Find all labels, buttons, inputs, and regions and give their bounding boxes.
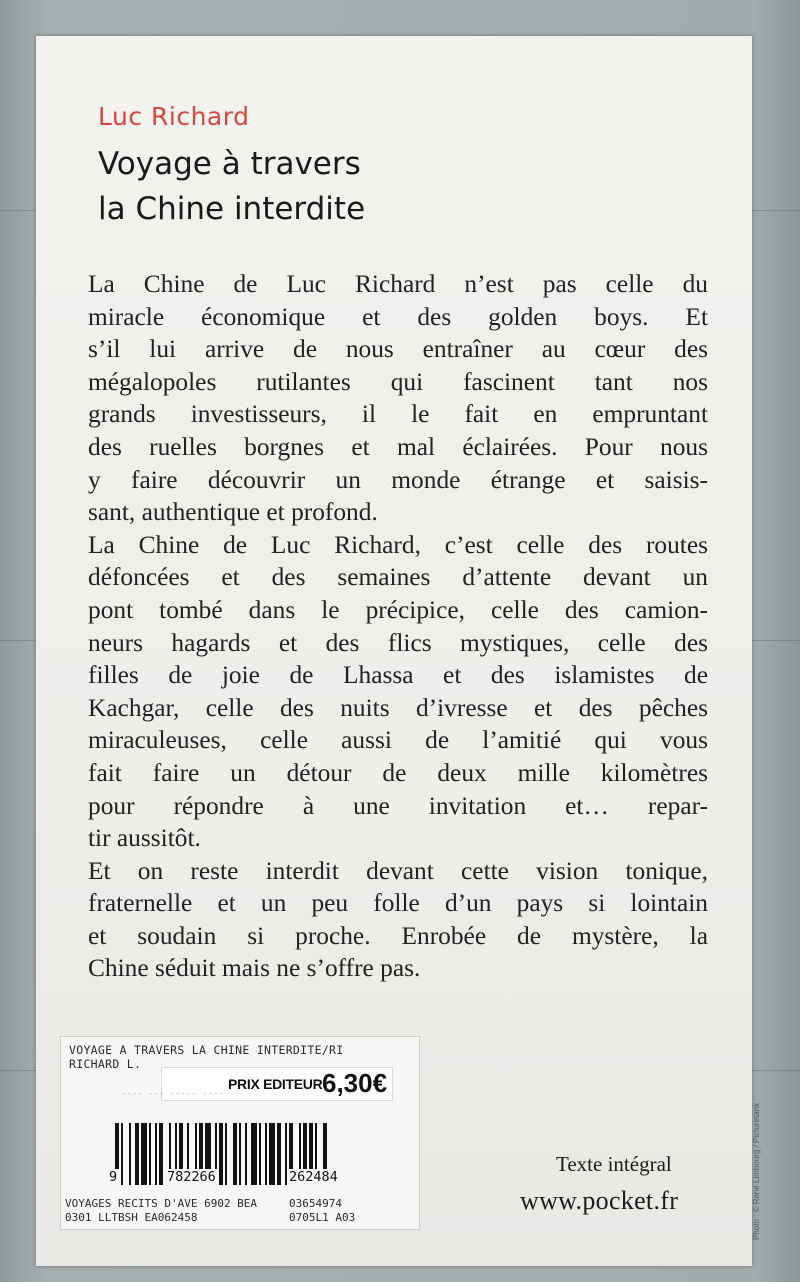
blurb-line: neurs hagards et des flics mystiques, celle des xyxy=(88,628,708,657)
blurb-line: Kachgar, celle des nuits d’ivresse et des pêches xyxy=(88,693,708,722)
blurb-line: mégalopoles rutilantes qui fascinent tant nos xyxy=(88,367,708,396)
sticker-code-right-2: 0705L1 A03 xyxy=(289,1211,356,1224)
texte-integral-label: Texte intégral xyxy=(556,1152,672,1176)
barcode-bar xyxy=(269,1123,275,1185)
sticker-code-line: 0301 LLTBSH EA062458 xyxy=(65,1211,198,1224)
blurb-line: Et on reste interdit devant cette vision tonique, xyxy=(88,856,708,885)
blurb-line: pont tombé dans le précipice, celle des camion- xyxy=(88,595,708,624)
blurb-line: miraculeuses, celle aussi de l’amitié qui vous xyxy=(88,726,708,755)
title-line: la Chine interdite xyxy=(98,191,366,227)
price-label: PRIX EDITEUR xyxy=(228,1076,323,1092)
blurb-line: pour répondre à une invitation et… repar- xyxy=(88,791,708,820)
blurb-line: La Chine de Luc Richard, c’est celle des routes xyxy=(88,530,708,559)
author-name: Luc Richard xyxy=(98,102,250,131)
blurb-text xyxy=(88,268,708,985)
barcode-bar xyxy=(159,1123,163,1185)
blurb-line: des ruelles borgnes et mal éclairées. Pour nous xyxy=(88,432,708,461)
barcode-bar xyxy=(239,1123,241,1185)
barcode-bar xyxy=(141,1123,147,1185)
barcode-bar xyxy=(149,1123,151,1185)
faint-number-line: ---- --- ----- ---- xyxy=(121,1089,224,1099)
barcode xyxy=(113,1123,403,1185)
barcode-bar xyxy=(265,1123,267,1185)
barcode-bar xyxy=(129,1123,131,1185)
barcode-bar xyxy=(121,1123,123,1185)
price-sticker xyxy=(60,1036,420,1230)
blurb-line: La Chine de Luc Richard n’est pas celle du xyxy=(88,270,708,298)
blurb-line: miracle économique et des golden boys. Et xyxy=(88,302,708,331)
blurb-line: sant, authentique et profond. xyxy=(88,498,378,527)
barcode-bar xyxy=(277,1123,281,1185)
blurb-line: défoncées et des semaines d’attente devant un xyxy=(88,563,708,592)
blurb-line: et soudain si proche. Enrobée de mystère, la xyxy=(88,921,708,950)
blurb-line: Chine séduit mais ne s’offre pas. xyxy=(88,954,421,983)
barcode-bar xyxy=(155,1123,157,1185)
sticker-code-right: 03654974 xyxy=(289,1197,342,1210)
sticker-category-line: VOYAGES RECITS D'AVE 6902 BEA xyxy=(65,1197,258,1210)
price-value: 6,30€ xyxy=(322,1068,388,1098)
blurb-line: s’il lui arrive de nous entraîner au cœur des xyxy=(88,335,708,364)
barcode-bar xyxy=(233,1123,237,1185)
blurb-line: tir aussitôt. xyxy=(88,824,201,853)
barcode-bar xyxy=(219,1123,223,1185)
barcode-bar xyxy=(245,1123,247,1185)
barcode-digits-right: 262484 xyxy=(289,1169,338,1185)
sticker-title-line: VOYAGE A TRAVERS LA CHINE INTERDITE/RI xyxy=(69,1043,344,1057)
barcode-bar xyxy=(259,1123,261,1185)
blurb-line: filles de joie de Lhassa et des islamistes de xyxy=(88,661,708,690)
barcode-digits-left: 782266 xyxy=(167,1169,216,1185)
barcode-bar xyxy=(225,1123,227,1185)
book-title xyxy=(98,142,365,232)
barcode-bar xyxy=(135,1123,139,1185)
photo-credit: Photo : © René Limbourg / Picturetank xyxy=(752,1102,761,1240)
blurb-line: grands investisseurs, il le fait en empruntant xyxy=(88,400,708,429)
blurb-line: fraternelle et un peu folle d’un pays si lointain xyxy=(88,889,708,918)
barcode-lead-digit: 9 xyxy=(109,1169,118,1185)
publisher-website: www.pocket.fr xyxy=(520,1186,679,1215)
blurb-line: y faire découvrir un monde étrange et saisis- xyxy=(88,465,708,494)
barcode-bar xyxy=(251,1123,257,1185)
sticker-author-line: RICHARD L. xyxy=(69,1057,142,1071)
title-line: Voyage à travers xyxy=(98,146,361,182)
blurb-line: fait faire un détour de deux mille kilomètres xyxy=(88,758,708,787)
